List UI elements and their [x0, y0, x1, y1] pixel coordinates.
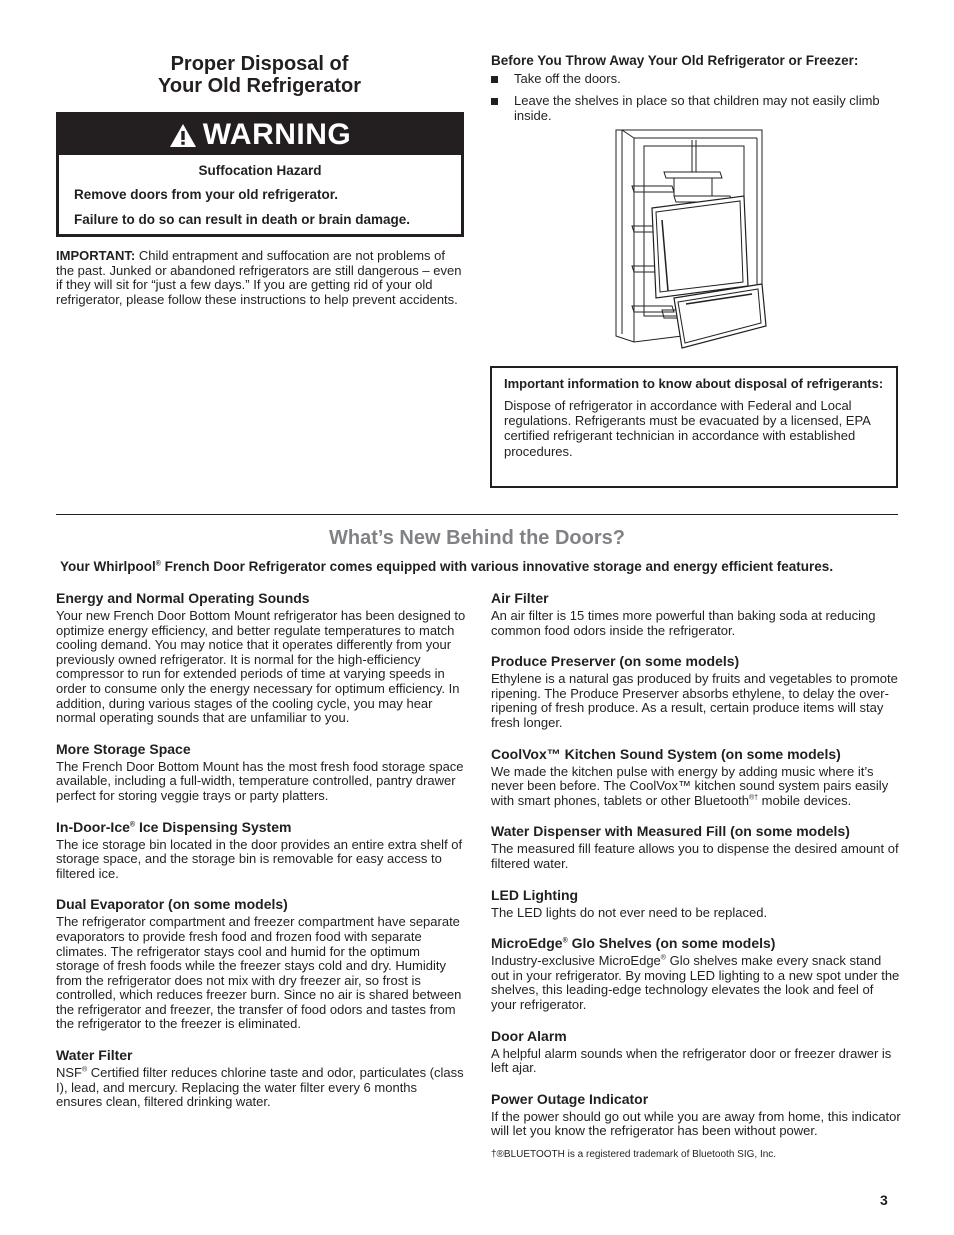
feature-title: LED Lighting [491, 886, 579, 903]
micro-title-b: Glo Shelves (on some models) [567, 935, 776, 952]
water-filter-text: Certified filter reduces chlorine taste and odor, particulates (class I), lead, and mercury. Replacing the water filter every 6 months ensures clean, filtered drinking water. [56, 1065, 464, 1110]
bullet-item [491, 72, 891, 87]
nsf-text: NSF [56, 1065, 82, 1081]
feature-title: Door Alarm [491, 1027, 567, 1044]
refrigerant-text: Dispose of refrigerator in accordance with Federal and Local regulations. Refrigerants must be evacuated by a licensed, EPA certified refrigerant technician in accordance with established procedures. [504, 397, 871, 459]
feature-text [491, 765, 901, 809]
title-line-2: Your Old Refrigerator [158, 75, 361, 97]
micro-text-a: Industry-exclusive MicroEdge [491, 953, 661, 969]
features-left-column [56, 590, 466, 1110]
warning-hazard: Suffocation Hazard [198, 163, 322, 178]
ice-title-a: In-Door-Ice [56, 818, 130, 835]
bullet-square-icon [491, 76, 498, 83]
feature-title: Air Filter [491, 590, 549, 606]
feature-text: The measured fill feature allows you to dispense the desired amount of filtered water. [491, 841, 899, 871]
features-heading: What’s New Behind the Doors? [329, 527, 625, 549]
section-title-disposal [56, 53, 463, 97]
features-intro [60, 559, 910, 574]
feature-text: The LED lights do not ever need to be replaced. [491, 904, 768, 920]
intro-part-a: Your Whirlpool [60, 559, 156, 574]
registered-mark: ® [82, 1066, 88, 1074]
warning-label: WARNING [202, 118, 352, 151]
feature-title: Power Outage Indicator [491, 1090, 649, 1107]
feature-text [56, 1066, 466, 1110]
feature-title: Dual Evaporator (on some models) [56, 896, 288, 913]
warning-line-1: Remove doors from your old refrigerator. [74, 187, 339, 202]
footnote: †®BLUETOOTH is a registered trademark of Bluetooth SIG, Inc. [491, 1148, 777, 1160]
warning-line-2: Failure to do so can result in death or brain damage. [74, 212, 411, 227]
features-right-column [491, 590, 901, 1160]
important-label: IMPORTANT: [56, 248, 136, 263]
important-text: Child entrapment and suffocation are not problems of the past. Junked or abandoned refrigerators are still dangerous – even if they will sit for “just a few days.” If you are getting rid of your old refrigerator, please follow these instructions to help prevent accidents. [56, 248, 462, 307]
feature-title: Energy and Normal Operating Sounds [56, 590, 310, 606]
feature-title [56, 819, 466, 835]
feature-text: Your new French Door Bottom Mount refrigerator has been designed to optimize energy efficiency, and better regulate temperatures to match cooling demand. You may notice that it operates differently from your previously owned refrigerator. It is normal for the high-efficiency compressor to run for extended periods of time at varying speeds in order to consume only the energy necessary for optimum efficiency. In addition, during various stages of the cooling cycle, you may hear normal operating sounds that are unfamiliar to you. [56, 608, 466, 726]
warning-header [59, 115, 461, 155]
bullet-square-icon [491, 98, 498, 105]
section-divider [56, 514, 898, 515]
feature-text [491, 954, 901, 1012]
bullet-item [491, 94, 891, 123]
registered-mark: ® [155, 560, 161, 568]
feature-title [491, 935, 901, 951]
registered-mark: ® [660, 954, 666, 962]
feature-title: Water Filter [56, 1047, 133, 1064]
coolvox-text-b: mobile devices. [758, 792, 852, 808]
registered-mark: ® [562, 937, 568, 945]
registered-dagger-mark: ®† [748, 794, 759, 802]
warning-box [56, 112, 464, 237]
feature-text: An air filter is 15 times more powerful than baking soda at reducing common food odors inside the refrigerator. [491, 608, 876, 638]
refrigerator-illustration [612, 126, 772, 356]
micro-title-a: MicroEdge [491, 935, 563, 952]
feature-text: The ice storage bin located in the door provides an entire extra shelf of storage space, and the storage bin is removable for easy access to filtered ice. [56, 836, 463, 881]
ice-title-b: Ice Dispensing System [135, 818, 292, 835]
page-number: 3 [880, 1192, 888, 1208]
refrigerant-info-box [490, 366, 898, 488]
coolvox-text-a: We made the kitchen pulse with energy by adding music where it’s never been before. The CoolVox™ kitchen sound system pairs easily with smart phones, tablets or other Bluetooth [491, 763, 889, 808]
feature-title: CoolVox™ Kitchen Sound System (on some models) [491, 745, 841, 762]
feature-title: Produce Preserver (on some models) [491, 653, 740, 670]
bullet-text: Take off the doors. [514, 71, 621, 86]
feature-text: If the power should go out while you are away from home, this indicator will let you know the refrigerator has been without power. [491, 1108, 901, 1139]
bullet-text: Leave the shelves in place so that children may not easily climb inside. [514, 93, 880, 123]
feature-title: Water Dispenser with Measured Fill (on some models) [491, 823, 850, 840]
micro-text-b: Glo shelves make every snack stand out in your refrigerator. By moving LED lighting to a new spot under the shelves, this leading-edge technology elevates the look and feel of your refrigerator. [491, 953, 900, 1012]
feature-title: More Storage Space [56, 740, 191, 757]
feature-text: The refrigerator compartment and freezer compartment have separate evaporators to provide fresh food and frozen food with separate climates. The refrigerator stays cool and humid for the optimum storage of fresh foods while the freezer stays cold and dry. Humidity from the refrigerator does not mix with dry freezer air, so frost is controlled, which reduces freezer burn. Since no air is shared between the refrigerator and freezer, the transfer of food odors and tastes from the refrigerator to the freezer is eliminated. [56, 914, 462, 1032]
feature-text: A helpful alarm sounds when the refrigerator door or freezer drawer is left ajar. [491, 1045, 892, 1076]
registered-mark: ® [129, 820, 136, 828]
feature-text: Ethylene is a natural gas produced by fruits and vegetables to promote ripening. The Produce Preserver absorbs ethylene, to delay the over-ripening of fresh produce. As a result, certain produce items will stay fresh longer. [491, 671, 898, 730]
intro-part-b: French Door Refrigerator comes equipped with various innovative storage and energy efficient features. [160, 559, 834, 574]
before-title: Before You Throw Away Your Old Refrigerator or Freezer: [491, 53, 859, 68]
warning-triangle-icon [169, 123, 197, 148]
feature-text: The French Door Bottom Mount has the most fresh food storage space available, including a full-width, temperature controlled, pantry drawer perfect for storing veggie trays or party platters. [56, 758, 464, 803]
title-line-1: Proper Disposal of [170, 53, 349, 75]
refrigerant-title: Important information to know about disposal of refrigerants: [504, 376, 884, 391]
important-paragraph [56, 249, 464, 307]
